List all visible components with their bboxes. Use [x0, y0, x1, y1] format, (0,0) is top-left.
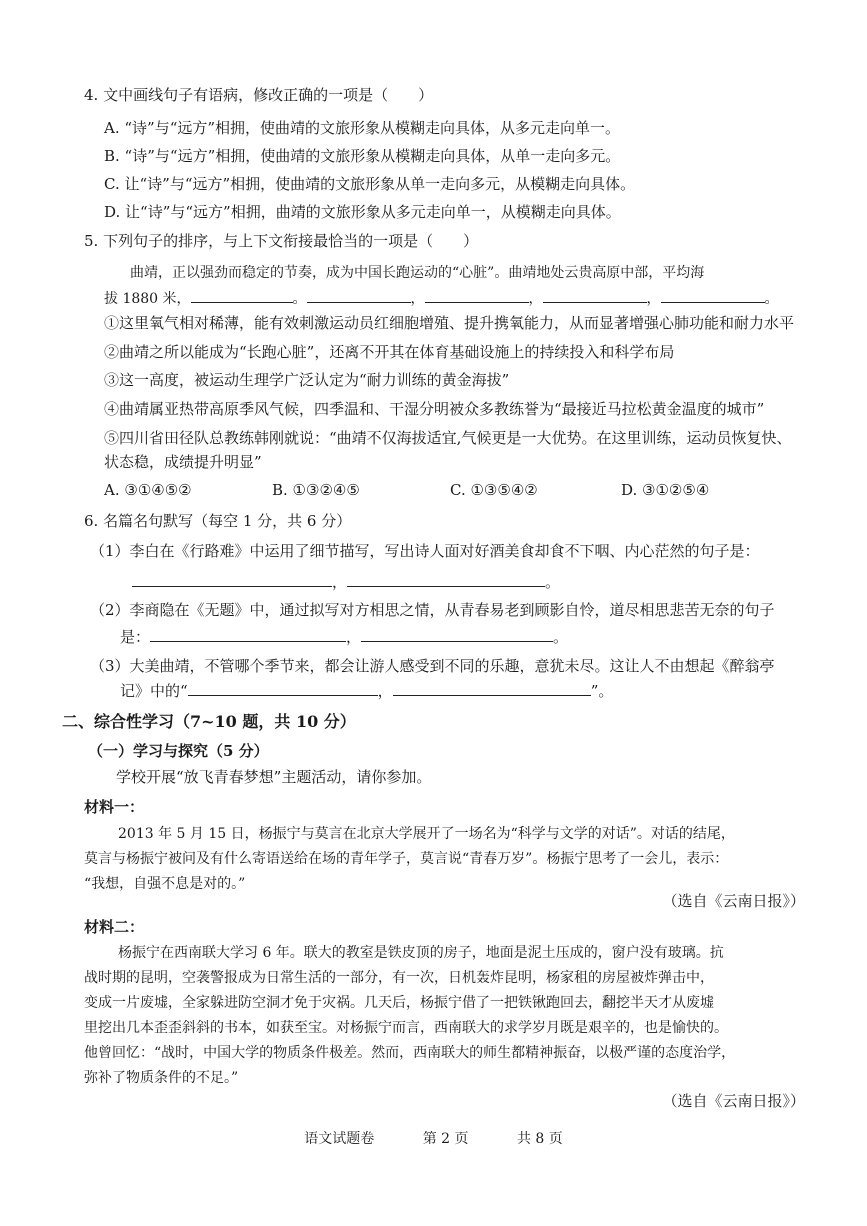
q5-choice-a: A. ③①④⑤②	[104, 481, 192, 499]
q5-blank-2[interactable]	[307, 288, 411, 303]
punct: ，	[528, 291, 543, 307]
q5-item-1: ①这里氧气相对稀薄，能有效刺激运动员红细胞增殖、提升携氧能力，从而显著增强心肺功能和耐力水平	[104, 314, 795, 332]
q5-passage-line1: 曲靖，正以强劲而稳定的节奏，成为中国长跑运动的“心脏”。曲靖地处云贵高原中部，平均海	[130, 265, 705, 281]
material1-source: （选自《云南日报》）	[662, 892, 805, 910]
q6-stem: 6. 名篇名句默写（每空 1 分，共 6 分）	[84, 512, 352, 530]
material2-source: （选自《云南日报》）	[662, 1092, 805, 1110]
q6-s3-line2	[120, 681, 613, 701]
q5-item-5: ⑤四川省田径队总教练韩刚就说：“曲靖不仅海拔适宜,气候更是一大优势。在这里训练，运动员恢复快、	[104, 429, 792, 447]
q4-option-d: D. 让“诗”与“远方”相拥，曲靖的文旅形象从多元走向单一，从模糊走向具体。	[104, 203, 621, 221]
footer-page: 第 2 页	[422, 1131, 469, 1147]
q5-item-5-cont: 状态稳，成绩提升明显”	[104, 453, 262, 471]
q5-blank-4[interactable]	[543, 288, 647, 303]
q6-s3-blank-1[interactable]	[188, 681, 378, 696]
punct: ，	[646, 291, 661, 307]
q5-passage-line2	[104, 288, 779, 309]
q6-s2-line2	[120, 627, 568, 647]
material1-line: 莫言与杨振宁被问及有什么寄语送给在场的青年学子，莫言说“青春万岁”。杨振宁思考了一会儿，表示：	[84, 851, 729, 867]
punct: ，	[410, 291, 425, 307]
footer-total: 共 8 页	[516, 1131, 563, 1147]
q5-choice-d: D. ③①②⑤④	[621, 481, 710, 499]
q6-s1: （1）李白在《行路难》中运用了细节描写，写出诗人面对好酒美食却食不下咽、内心茫然的句子是：	[90, 542, 760, 560]
material1-line: “我想，自强不息是对的。”	[84, 876, 246, 892]
q5-item-3: ③这一高度，被运动生理学广泛认定为“耐力训练的黄金海拔”	[104, 371, 510, 389]
q6-s2-blank-1[interactable]	[150, 627, 346, 642]
footer-paper: 语文试题卷	[304, 1131, 375, 1147]
q5-item-2: ②曲靖之所以能成为“长跑心脏”，还离不开其在体育基础设施上的持续投入和科学布局	[104, 343, 675, 361]
material1-line: 2013 年 5 月 15 日，杨振宁与莫言在北京大学展开了一场名为“科学与文学的对话”。对话的结尾，	[118, 826, 735, 842]
section2-intro: 学校开展“放飞青春梦想”主题活动，请你参加。	[116, 768, 432, 786]
punct: 。	[553, 628, 569, 646]
material2-line: 变成一片废墟，全家躲进防空洞才免于灾祸。几天后，杨振宁借了一把铁锹跑回去，翻挖半天才从废墟	[84, 995, 714, 1011]
q4-option-b: B. “诗”与“远方”相拥，使曲靖的文旅形象从模糊走向具体，从单一走向多元。	[104, 147, 621, 165]
material2-line: 他曾回忆：“战时，中国大学的物质条件极差。然而，西南联大的师生都精神振奋，以极严谨的态度治学，	[84, 1045, 736, 1061]
punct: ，	[377, 682, 393, 700]
material2-label: 材料二：	[84, 918, 145, 936]
section2-title: 二、综合性学习（7~10 题，共 10 分）	[62, 712, 356, 731]
q6-s3-blank-2[interactable]	[393, 681, 591, 696]
q5-blank-5[interactable]	[661, 288, 765, 303]
q6-s3-line1: （3）大美曲靖，不管哪个季节来，都会让游人感受到不同的乐趣，意犹未尽。这让人不由想起《醉翁亭	[90, 657, 775, 675]
q6-s3-suffix: ”。	[590, 682, 614, 700]
q4-option-a: A. “诗”与“远方”相拥，使曲靖的文旅形象从模糊走向具体，从多元走向单一。	[104, 119, 621, 137]
q6-s1-blanks	[132, 572, 560, 592]
material2-line: 杨振宁在西南联大学习 6 年。联大的教室是铁皮顶的房子，地面是泥土压成的，窗户没有玻璃。抗	[118, 945, 724, 961]
q6-s2-line1: （2）李商隐在《无题》中，通过拟写对方相思之情，从青春易老到顾影自怜，道尽相思悲苦无奈的句子	[90, 601, 775, 619]
material2-line: 里挖出几本歪歪斜斜的书本，如获至宝。对杨振宁而言，西南联大的求学岁月既是艰辛的，也是愉快的。	[84, 1020, 728, 1036]
page-footer	[0, 1128, 867, 1148]
q5-blank-3[interactable]	[425, 288, 529, 303]
material1-label: 材料一：	[84, 798, 145, 816]
punct: ，	[332, 573, 348, 591]
material2-line: 弥补了物质条件的不足。”	[84, 1070, 239, 1086]
q5-blank-1[interactable]	[191, 288, 293, 303]
punct: ，	[346, 628, 362, 646]
q6-s2-prefix: 是：	[120, 628, 151, 646]
q5-item-4: ④曲靖属亚热带高原季风气候，四季温和、干湿分明被众多教练誉为“最接近马拉松黄金温度的城市”	[104, 400, 765, 418]
punct: 。	[764, 291, 779, 307]
q6-s1-blank-1[interactable]	[132, 572, 332, 587]
q5-passage-prefix: 拔 1880 米，	[104, 291, 191, 307]
q5-stem: 5. 下列句子的排序，与上下文衔接最恰当的一项是（ ）	[84, 232, 479, 250]
q4-stem: 4. 文中画线句子有语病，修改正确的一项是（ ）	[84, 86, 434, 104]
q5-choice-b: B. ①③②④⑤	[272, 481, 360, 499]
punct: 。	[545, 573, 561, 591]
q6-s2-blank-2[interactable]	[361, 627, 553, 642]
q4-option-c: C. 让“诗”与“远方”相拥，使曲靖的文旅形象从单一走向多元，从模糊走向具体。	[104, 175, 636, 193]
q6-s3-prefix: 记》中的“	[120, 682, 188, 700]
section2-subtitle: （一）学习与探究（5 分）	[88, 742, 269, 760]
punct: 。	[292, 291, 307, 307]
q6-s1-blank-2[interactable]	[347, 572, 545, 587]
q5-choice-c: C. ①③⑤④②	[450, 481, 538, 499]
material2-line: 战时期的昆明，空袭警报成为日常生活的一部分，有一次，日机轰炸昆明，杨家租的房屋被炸弹击中，	[84, 970, 714, 986]
